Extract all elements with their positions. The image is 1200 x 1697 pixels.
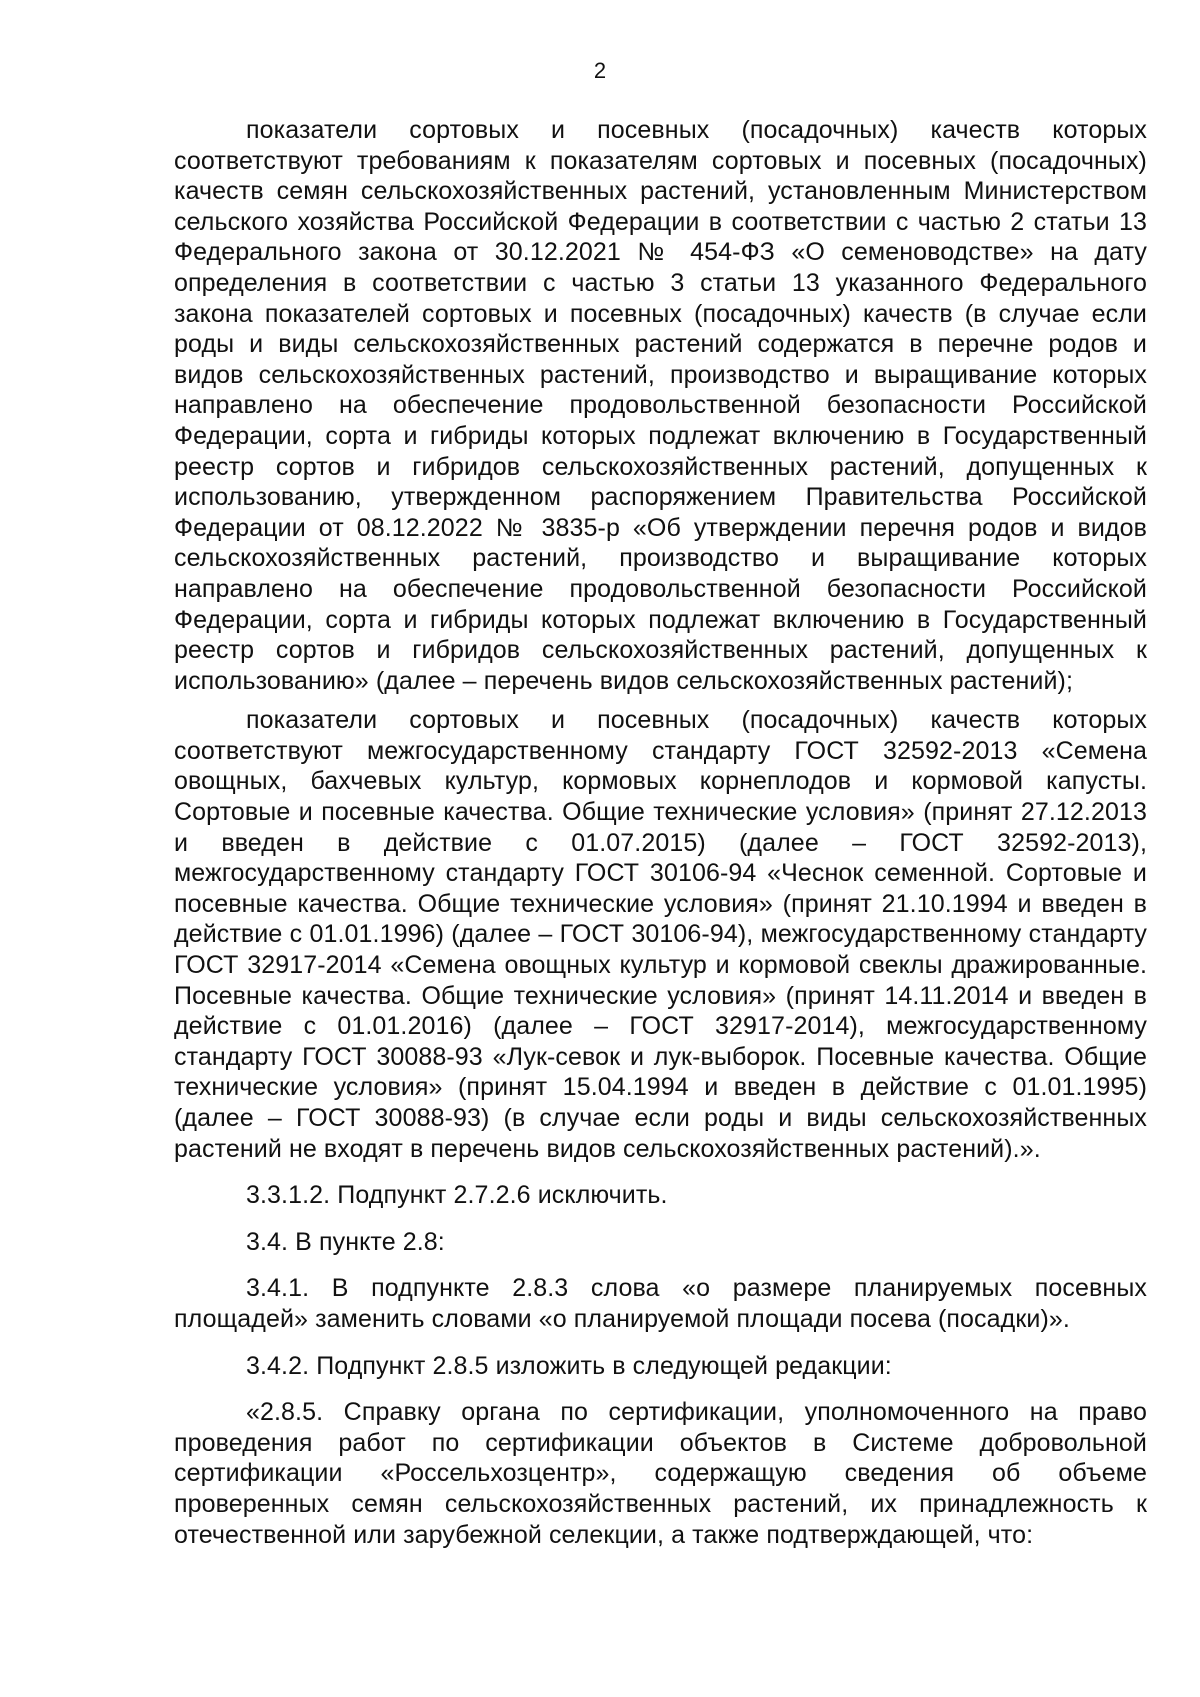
paragraph-3-4: 3.4. В пункте 2.8: [246, 1227, 445, 1256]
page-number: 2 [593, 58, 607, 83]
paragraph-3-4-1: 3.4.1. В подпункте 2.8.3 слова «о размере планируемых посевных площадей» заменить словами «о планируемой площади посева (посадки)». [174, 1274, 1147, 1333]
paragraph-3-3-1-2: 3.3.1.2. Подпункт 2.7.2.6 исключить. [246, 1181, 668, 1210]
paragraph-3-4-2: 3.4.2. Подпункт 2.8.5 изложить в следующей редакции: [246, 1351, 892, 1380]
paragraph-gost-standards: показатели сортовых и посевных (посадочных) качеств которых соответствуют межгосударственному стандарту ГОСТ 32592-2013 «Семена овощных, бахчевых культур, кормовых корнеплодов и кормовой капусты. Сортовые и посевные качества. Общие технические условия» (принят 27.12.2013 и введен в действие с 01.07.2015) (далее – ГОСТ 32592-2013), межгосударственному стандарту ГОСТ 30106-94 «Чеснок семенной. Сортовые и посевные качества. Общие технические условия» (принят 21.10.1994 и введен в действие с 01.01.1996) (далее – ГОСТ 30106-94), межгосударственному стандарту ГОСТ 32917-2014 «Семена овощных культур и кормовой свеклы дражированные. Посевные качества. Общие технические условия» (принят 14.11.2014 и введен в действие с 01.01.2016) (далее – ГОСТ 32917-2014), межгосударственному стандарту ГОСТ 30088-93 «Лук-севок и лук-выборок. Посевные качества. Общие технические условия» (принят 15.04.1994 и введен в действие с 01.01.1995) (далее – ГОСТ 30088-93) (в случае если роды и виды сельскохозяйственных растений не входят в перечень видов сельскохозяйственных растений).». [174, 706, 1147, 1163]
paragraph-2-8-5: «2.8.5. Справку органа по сертификации, уполномоченного на право проведения работ по сертификации объектов в Системе добровольной сертификации «Россельхозцентр», содержащую сведения об объеме проверенных семян сельскохозяйственных растений, их принадлежность к отечественной или зарубежной селекции, а также подтверждающей, что: [174, 1398, 1147, 1549]
paragraph-seed-quality-requirements: показатели сортовых и посевных (посадочных) качеств которых соответствуют требованиям к показателям сортовых и посевных (посадочных) качеств семян сельскохозяйственных растений, установленным Министерством сельского хозяйства Российской Федерации в соответствии с частью 2 статьи 13 Федерального закона от 30.12.2021 № 454-ФЗ «О семеноводстве» на дату определения в соответствии с частью 3 статьи 13 указанного Федерального закона показателей сортовых и посевных (посадочных) качеств (в случае если роды и виды сельскохозяйственных растений содержатся в перечне родов и видов сельскохозяйственных растений, производство и выращивание которых направлено на обеспечение продовольственной безопасности Российской Федерации, сорта и гибриды которых подлежат включению в Государственный реестр сортов и гибридов сельскохозяйственных растений, допущенных к использованию, утвержденном распоряжением Правительства Российской Федерации от 08.12.2022 № 3835-р «Об утверждении перечня родов и видов сельскохозяйственных растений, производство и выращивание которых направлено на обеспечение продовольственной безопасности Российской Федерации, сорта и гибриды которых подлежат включению в Государственный реестр сортов и гибридов сельскохозяйственных растений, допущенных к использованию» (далее – перечень видов сельскохозяйственных растений); [174, 116, 1147, 695]
document-body [174, 115, 1147, 1559]
